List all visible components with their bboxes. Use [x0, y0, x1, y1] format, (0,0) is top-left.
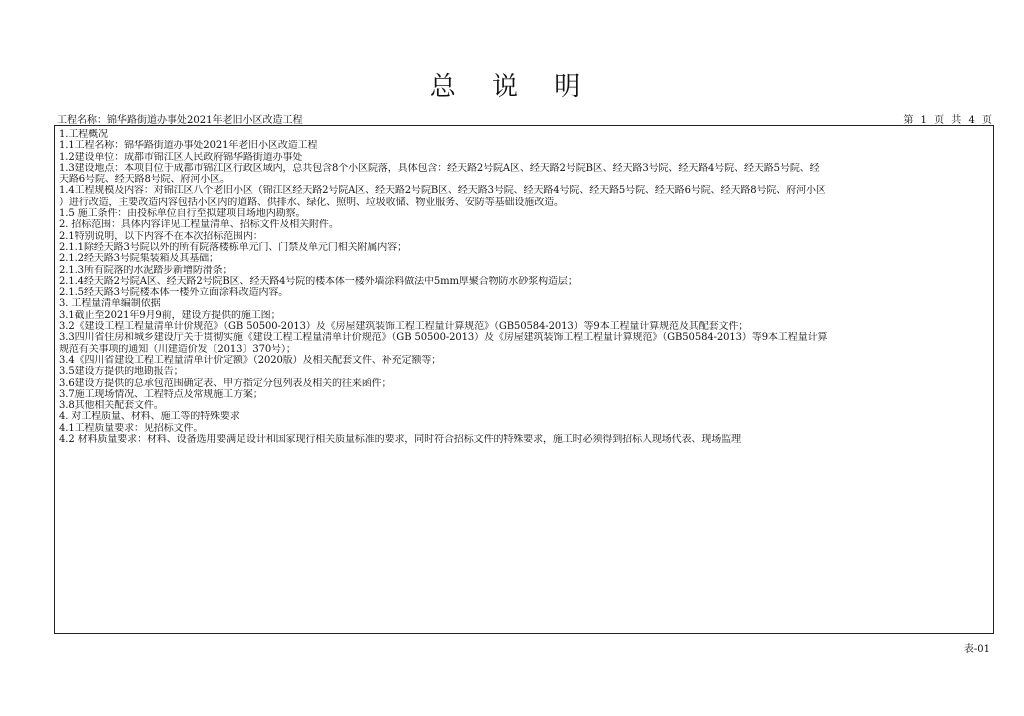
text-line: 1.4工程规模及内容：对锦江区八个老旧小区（锦江区经天路2号院A区、经天路2号院B区、经天路3号院、经天路4号院、经天路5号院、经天路6号院、经天路8号院、府河小区: [59, 185, 826, 197]
text-line: 2. 招标范围：具体内容详见工程量清单、招标文件及相关附件。: [59, 219, 339, 231]
text-line: 1.2建设单位：成都市锦江区人民政府锦华路街道办事处: [59, 151, 303, 163]
text-line: 1.5 施工条件：由投标单位自行至拟建项目场地内勘察。: [59, 208, 306, 220]
text-line: 3.1截止至2021年9月9前，建设方提供的施工图；: [59, 309, 281, 321]
text-line: 4.1工程质量要求：见招标文件。: [59, 422, 204, 434]
text-line: 3.7施工现场情况、工程特点及常规施工方案；: [59, 388, 263, 400]
project-name-line: 工程名称：锦华路街道办事处2021年老旧小区改造工程: [57, 115, 303, 126]
text-line: 2.1.3所有院落的水泥踏步新增防滑条；: [59, 264, 233, 276]
text-line: 2.1特别说明，以下内容不在本次招标范围内：: [59, 230, 263, 242]
text-line: 1.工程概况: [59, 129, 108, 140]
text-line: 3. 工程量清单编制依据: [59, 298, 161, 310]
page-count: 第 1 页 共 4 页: [903, 115, 992, 126]
text-line: 3.8其他相关配套文件。: [59, 400, 164, 412]
text-line: 3.4《四川省建设工程工程量清单计价定额》（2020版）及相关配套文件、补充定额等；: [59, 354, 442, 366]
text-line: ）进行改造，主要改造内容包括小区内的道路、供排水、绿化、照明、垃圾收储、物业服务、安防等基础设施改造。: [59, 196, 564, 208]
content-box: [54, 125, 994, 634]
text-line: 规范有关事项的通知（川建造价发〔2013〕370号）；: [59, 343, 296, 355]
text-line: 3.5建设方提供的地勘报告；: [59, 366, 184, 378]
text-line: 4.2 材料质量要求：材料、设备选用要满足设计和国家现行相关质量标准的要求，同时符合招标文件的特殊要求，施工时必须得到招标人现场代表、现场监理: [59, 434, 741, 446]
text-line: 2.1.5经天路3号院楼本体一楼外立面涂料改造内容。: [59, 287, 289, 299]
text-line: 2.1.4经天路2号院A区、经天路2号院B区、经天路4号院的楼本体一楼外墙涂料做法中5mm厚聚合物防水砂浆构造层；: [59, 275, 578, 287]
text-line: 1.1工程名称：锦华路街道办事处2021年老旧小区改造工程: [59, 140, 318, 152]
text-line: 3.3四川省住房和城乡建设厅关于贯彻实施《建设工程工程量清单计价规范》（GB 50500-2013）及《房屋建筑装饰工程工程量计算规范》（GB50584-2013）等9本工程量计算: [59, 332, 828, 344]
text-line: 4. 对工程质量、材料、施工等的特殊要求: [59, 411, 240, 423]
text-line: 2.1.2经天路3号院集装箱及其基础；: [59, 253, 219, 265]
document-title: 总 说 明: [429, 72, 595, 102]
form-code: 表-01: [963, 644, 990, 655]
text-line: 3.2《建设工程工程量清单计价规范》（GB 50500-2013）及《房屋建筑装饰工程工程量计算规范》（GB50584-2013）等9本工程量计算规范及其配套文件；: [59, 321, 749, 333]
text-line: 天路6号院、经天路8号院、府河小区。: [59, 174, 230, 186]
text-line: 2.1.1除经天路3号院以外的所有院落楼栋单元门、门禁及单元门相关附属内容；: [59, 241, 408, 253]
text-line: 3.6建设方提供的总承包范围确定表、甲方指定分包列表及相关的往来函件；: [59, 377, 392, 389]
text-line: 1.3建设地点：本项目位于成都市锦江区行政区域内，总共包含8个小区院落，具体包含：经天路2号院A区、经天路2号院B区、经天路3号院、经天路4号院、经天路5号院、经: [59, 162, 820, 174]
